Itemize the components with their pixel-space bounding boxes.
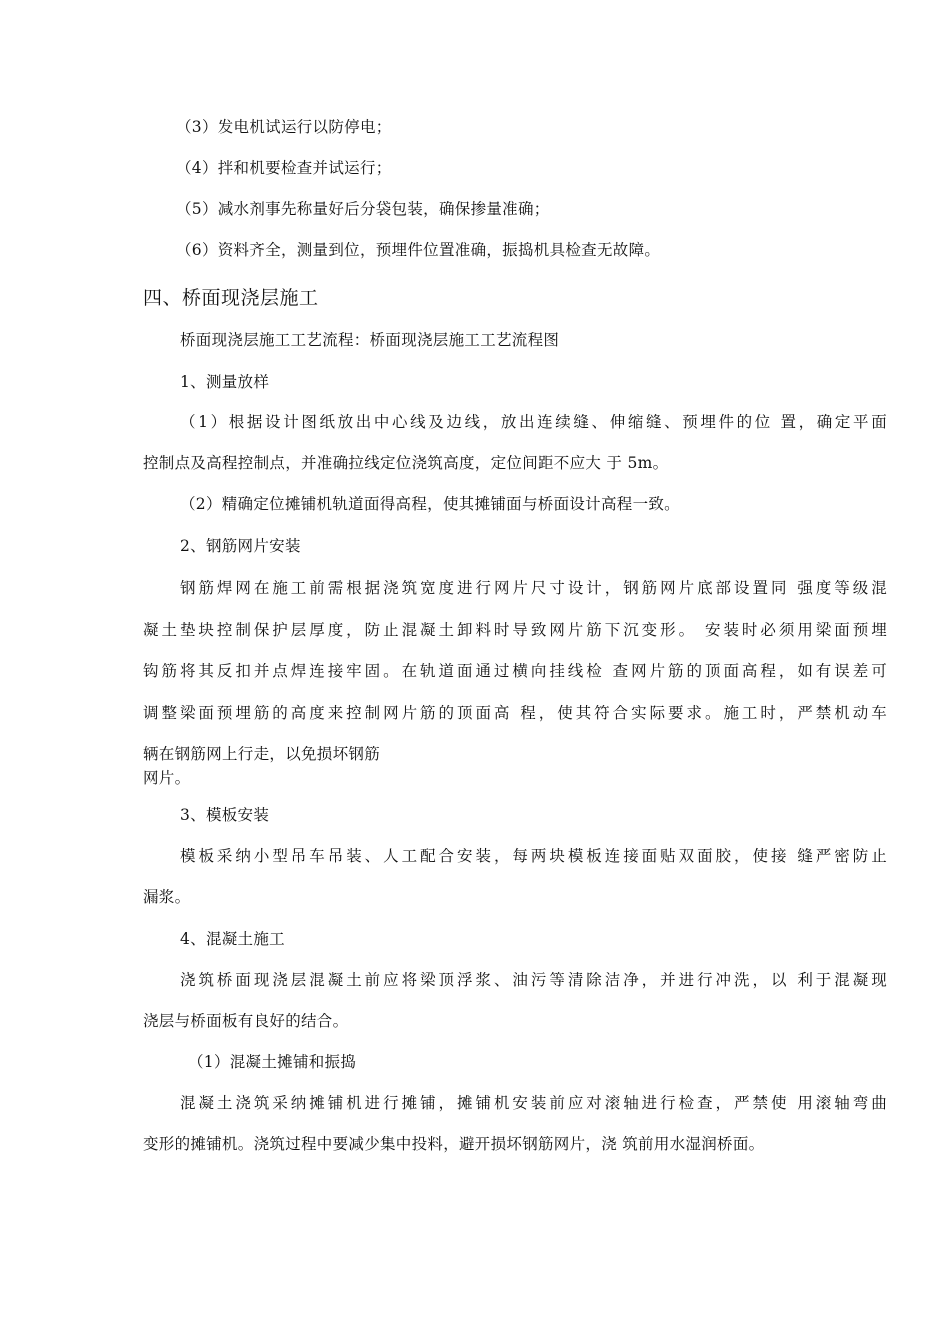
subsection-title-survey: 1、测量放样 — [180, 373, 270, 391]
paragraph-line: 变形的摊铺机。浇筑过程中要减少集中投料，避开损坏钢筋网片，浇 筑前用水湿润桥面。 — [143, 1135, 765, 1153]
paragraph-line: 辆在钢筋网上行走，以免损坏钢筋 — [143, 745, 381, 763]
prep-item-5: （5）减水剂事先称量好后分袋包装，确保掺量准确； — [176, 200, 550, 218]
paragraph-line: （2）精确定位摊铺机轨道面得高程，使其摊铺面与桥面设计高程一致。 — [180, 495, 680, 513]
prep-item-3: （3）发电机试运行以防停电； — [176, 118, 392, 136]
section-heading: 四、桥面现浇层施工 — [143, 287, 319, 309]
paragraph-line: 控制点及高程控制点，并准确拉线定位浇筑高度，定位间距不应大 于 5m。 — [143, 454, 669, 472]
process-line: 桥面现浇层施工工艺流程：桥面现浇层施工工艺流程图 — [180, 331, 560, 349]
subsection-title-formwork: 3、模板安装 — [180, 806, 270, 824]
paragraph-line: 网片。 — [143, 769, 191, 787]
prep-item-4: （4）拌和机要检查并试运行； — [176, 159, 392, 177]
paragraph-line: 模板采纳小型吊车吊装、人工配合安装，每两块模板连接面贴双面胶，使接 缝严密防止 — [180, 847, 887, 865]
paragraph-line: 调整梁面预埋筋的高度来控制网片筋的顶面高 程，使其符合实际要求。施工时，严禁机动车 — [143, 704, 887, 722]
subsection-title-rebar: 2、钢筋网片安装 — [180, 537, 301, 555]
paragraph-line: 钩筋将其反扣并点焊连接牢固。在轨道面通过横向挂线检 查网片筋的顶面高程，如有误差可 — [143, 662, 887, 680]
paragraph-line: 钢筋焊网在施工前需根据浇筑宽度进行网片尺寸设计，钢筋网片底部设置同 强度等级混 — [180, 579, 887, 597]
paragraph-line: 浇筑桥面现浇层混凝土前应将梁顶浮浆、油污等清除洁净，并进行冲洗，以 利于混凝现 — [180, 971, 887, 989]
subsection-title-concrete: 4、混凝土施工 — [180, 930, 285, 948]
paragraph-line: 混凝土浇筑采纳摊铺机进行摊铺，摊铺机安装前应对滚轴进行检查，严禁使 用滚轴弯曲 — [180, 1094, 887, 1112]
paragraph-line: 漏浆。 — [143, 888, 191, 906]
sub-subsection-title: （1）混凝土摊铺和振捣 — [188, 1053, 357, 1071]
paragraph-line: （1）根据设计图纸放出中心线及边线，放出连续缝、伸缩缝、预埋件的位 置，确定平面 — [180, 413, 887, 431]
paragraph-line: 浇层与桥面板有良好的结合。 — [143, 1012, 349, 1030]
paragraph-line: 凝土垫块控制保护层厚度，防止混凝土卸料时导致网片筋下沉变形。 安装时必须用梁面预埋 — [143, 621, 887, 639]
prep-item-6: （6）资料齐全，测量到位，预埋件位置准确，振捣机具检查无故障。 — [176, 241, 661, 259]
